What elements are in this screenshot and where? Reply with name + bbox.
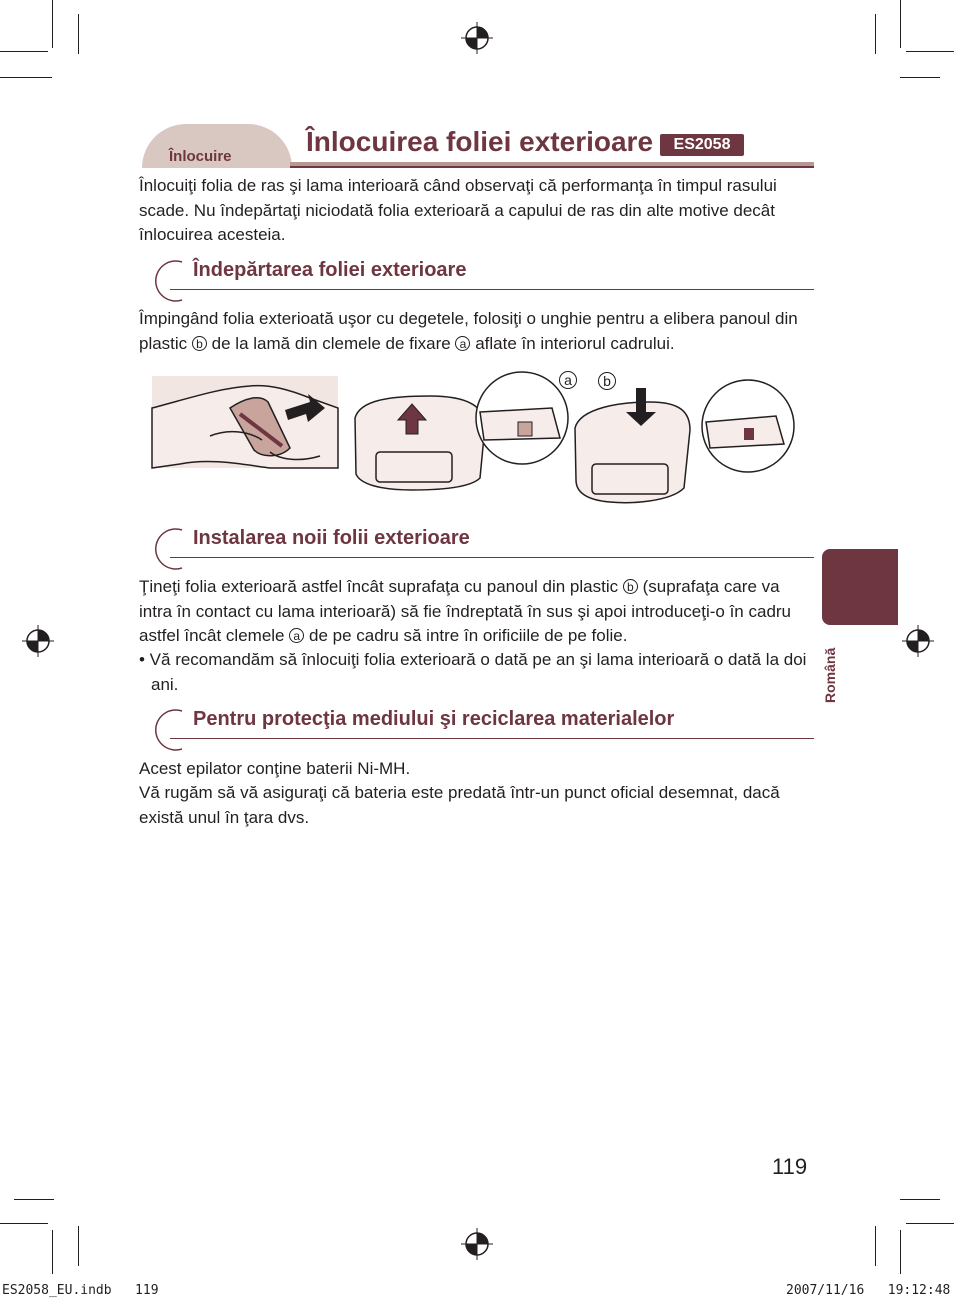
page-title: Înlocuirea foliei exterioare: [306, 126, 654, 157]
recommendation-bullet: • Vă recomandăm să înlocuiţi folia exterioară o dată pe an şi lama interioară o dată la doi ani.: [139, 650, 807, 694]
section-divider: [170, 557, 814, 558]
marker-b: b: [623, 579, 638, 594]
marker-b: b: [192, 336, 207, 351]
crop-mark: [906, 1223, 954, 1224]
registration-mark-icon: [902, 625, 934, 657]
section-divider: [170, 289, 814, 290]
figure-label-b: b: [598, 372, 616, 390]
crop-mark: [52, 1230, 53, 1274]
environment-line-1: Acest epilator conţine baterii Ni-MH.: [139, 759, 411, 778]
crop-mark: [0, 51, 48, 52]
foil-removal-illustration: [150, 368, 800, 510]
crop-mark: [78, 1226, 79, 1266]
section-arc-icon: [140, 707, 184, 751]
crop-mark: [875, 1226, 876, 1266]
crop-mark: [900, 77, 940, 78]
text: Ţineţi folia exterioară astfel încât suprafaţa cu panoul din plastic: [139, 577, 619, 596]
crop-mark: [900, 1199, 940, 1200]
language-label: Română: [822, 647, 838, 703]
text: (suprafaţa care va intra în contact cu lama interioară) să fie îndreptată în sus şi apoi introduceţi-o în cadru astfel încât clemele: [139, 577, 792, 645]
page-number: 119: [772, 1154, 808, 1179]
marker-a: a: [289, 628, 304, 643]
crop-mark: [52, 0, 53, 48]
registration-mark-icon: [461, 1228, 493, 1260]
section-heading-environment: Pentru protecţia mediului şi reciclarea materialelor: [193, 708, 675, 730]
crop-mark: [0, 77, 52, 78]
model-badge: ES2058: [660, 134, 744, 156]
text: aflate în interiorul cadrului.: [475, 333, 675, 353]
crop-mark: [14, 1199, 54, 1200]
text: Împingând folia exterioată uşor cu degetele, folosiţi o unghie pentru a elibera panoul din plastic: [139, 309, 798, 353]
crop-mark: [900, 0, 901, 48]
registration-mark-icon: [461, 22, 493, 54]
footer-file-info: ES2058_EU.indb 119: [2, 1283, 159, 1298]
text: de pe cadru să intre în orificiile de pe folie.: [308, 626, 628, 645]
section-heading-removal: Îndepărtarea foliei exterioare: [193, 259, 467, 281]
title-divider: [290, 166, 814, 168]
section-tab-label: Înlocuire: [169, 148, 232, 165]
registration-mark-icon: [22, 625, 54, 657]
crop-mark: [875, 14, 876, 54]
crop-mark: [0, 1223, 48, 1224]
removal-paragraph: [139, 307, 815, 356]
marker-a: a: [455, 336, 470, 351]
section-divider: [170, 738, 814, 739]
environment-line-2: Vă rugăm să vă asiguraţi că bateria este predată într-un punct oficial desemnat, dacă există unul în ţara dvs.: [139, 783, 780, 827]
crop-mark: [900, 1230, 901, 1274]
section-heading-install: Instalarea noii folii exterioare: [193, 527, 470, 549]
footer-timestamp: 2007/11/16 19:12:48: [786, 1283, 951, 1298]
crop-mark: [78, 14, 79, 54]
figure-label-a: a: [559, 371, 577, 389]
crop-mark: [906, 51, 954, 52]
intro-paragraph: Înlocuiţi folia de ras şi lama interioară când observaţi că performanţa în timpul rasului scade. Nu îndepărtaţi niciodată folia exterioară a capului de ras din alte motive decât înlocuirea acesteia.: [139, 176, 777, 244]
section-arc-icon: [140, 258, 184, 302]
install-paragraph: [139, 575, 815, 649]
section-arc-icon: [140, 526, 184, 570]
text: de la lamă din clemele de fixare: [211, 333, 451, 353]
language-tab: [822, 549, 898, 625]
